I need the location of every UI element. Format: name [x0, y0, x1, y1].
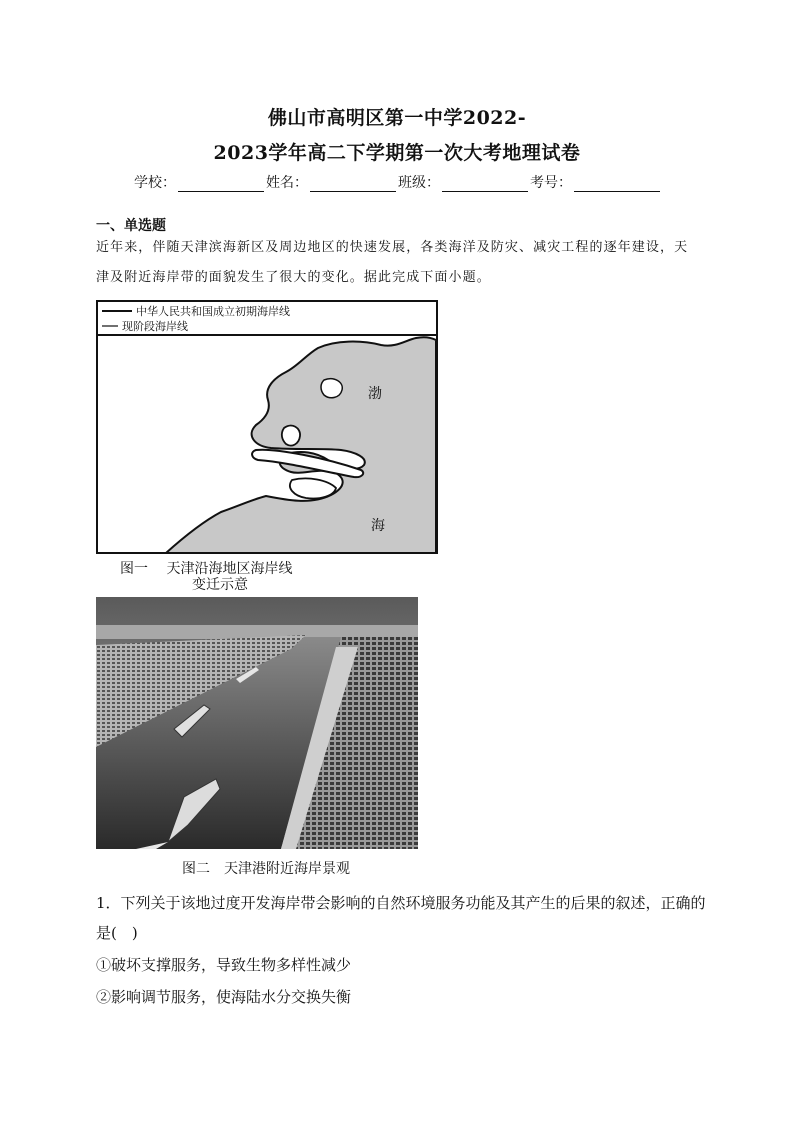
section-title: 一、单选题	[96, 218, 166, 234]
figure1-caption-line2: 变迁示意	[192, 577, 248, 593]
name-field	[266, 172, 396, 192]
exam-title-line-1: 佛山市高明区第一中学2022-	[267, 107, 527, 129]
number-label: 考号：	[530, 175, 572, 191]
question-1-option-2: ②影响调节服务，使海陆水分交换失衡	[96, 988, 352, 1006]
legend-old-label: 中华人民共和国成立初期海岸线	[136, 305, 290, 318]
number-blank[interactable]	[574, 177, 660, 192]
coastline-map	[96, 300, 438, 554]
name-blank[interactable]	[310, 177, 396, 192]
map-label-hai: 海	[371, 518, 385, 534]
class-label: 班级：	[398, 175, 440, 191]
class-field	[398, 172, 528, 192]
map-label-bo: 渤	[368, 386, 382, 402]
intro-paragraph: 近年来，伴随天津滨海新区及周边地区的快速发展，各类海洋及防灾、减灾工程的逐年建设，天津及附近海岸带的面貌发生了很大的变化。据此完成下面小题。	[96, 240, 689, 285]
school-field	[134, 172, 264, 192]
exam-title-line-2: 2023学年高二下学期第一次大考地理试卷	[213, 142, 581, 164]
question-1-stem: 1．下列关于该地过度开发海岸带会影响的自然环境服务功能及其产生的后果的叙述，正确的是( )	[96, 894, 706, 942]
school-label: 学校：	[134, 175, 176, 191]
student-info-line	[0, 172, 794, 192]
port-photo	[96, 597, 418, 849]
figure2-caption: 图二 天津港附近海岸景观	[182, 861, 350, 877]
name-label: 姓名：	[266, 175, 308, 191]
legend-new-label: 现阶段海岸线	[122, 320, 188, 333]
class-blank[interactable]	[442, 177, 528, 192]
figure1-caption-line1: 图一 天津沿海地区海岸线	[120, 561, 293, 577]
question-1-option-1: ①破坏支撑服务，导致生物多样性减少	[96, 956, 352, 974]
figure1-caption	[120, 561, 292, 593]
number-field	[530, 172, 660, 192]
school-blank[interactable]	[178, 177, 264, 192]
